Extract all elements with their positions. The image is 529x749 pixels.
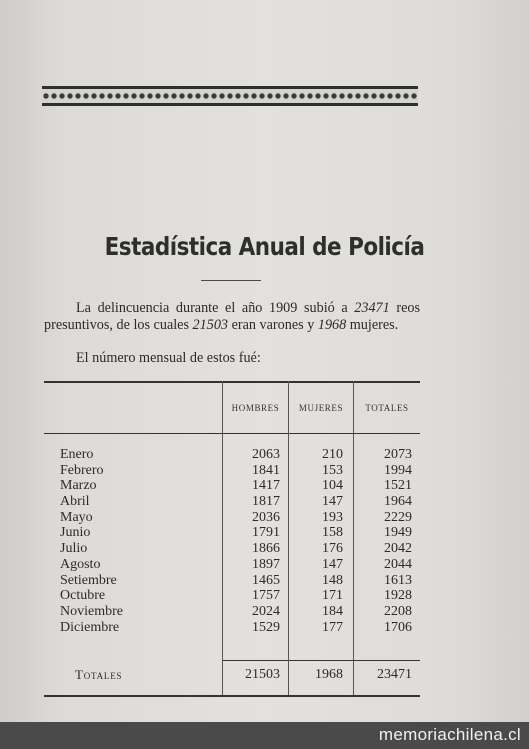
men-cell: 1791 (252, 525, 280, 541)
totals-men: 21503 (245, 667, 280, 682)
women-cell: 148 (322, 572, 343, 588)
month-cell: Enero (60, 447, 94, 462)
table-rows (44, 447, 420, 635)
intro-women: 1968 (317, 317, 347, 333)
month-cell: Febrero (60, 462, 104, 478)
column-header-totals: TOTALES (365, 403, 409, 413)
women-cell: 147 (322, 494, 343, 510)
month-cell: Octubre (60, 588, 106, 604)
table-row (44, 557, 420, 573)
table-row (44, 510, 420, 526)
table-row (44, 541, 420, 557)
month-cell: Mayo (60, 509, 93, 525)
intro-text-3: eran varones y (228, 317, 318, 333)
total-cell: 1949 (384, 525, 412, 541)
table-row (44, 620, 420, 636)
month-cell: Diciembre (60, 619, 120, 635)
table-header-rule (44, 433, 420, 434)
month-cell: Setiembre (60, 572, 117, 588)
women-cell: 193 (322, 509, 343, 525)
monthly-statistics-table (44, 381, 420, 699)
total-cell: 1613 (384, 572, 412, 588)
monthly-intro-paragraph: El número mensual de estos fué: (76, 350, 261, 366)
month-cell: Junio (60, 525, 91, 541)
men-cell: 1841 (252, 462, 280, 478)
table-row (44, 463, 420, 479)
men-cell: 1866 (252, 541, 280, 557)
total-cell: 2208 (384, 603, 412, 619)
table-row (44, 525, 420, 541)
women-cell: 176 (322, 541, 343, 557)
intro-text-2: reos presuntivos, de los cuales (44, 300, 420, 333)
men-cell: 1757 (252, 588, 280, 604)
intro-men: 21503 (192, 317, 229, 333)
month-cell: Agosto (60, 556, 101, 572)
decorative-border-band (42, 86, 418, 106)
women-cell: 210 (322, 447, 343, 462)
women-cell: 153 (322, 462, 343, 478)
men-cell: 2024 (252, 603, 280, 619)
title-divider (201, 280, 261, 281)
intro-text-4: mujeres. (346, 317, 399, 333)
men-cell: 1465 (252, 572, 280, 588)
men-cell: 2036 (252, 509, 280, 525)
table-row (44, 588, 420, 604)
table-row (44, 494, 420, 510)
table-row (44, 573, 420, 589)
women-cell: 147 (322, 556, 343, 572)
month-cell: Marzo (60, 478, 97, 494)
women-cell: 171 (322, 588, 343, 604)
table-bottom-rule (44, 695, 420, 697)
page-title: Estadística Anual de Policía (104, 232, 425, 261)
month-cell: Julio (60, 541, 88, 557)
table-row (44, 478, 420, 494)
men-cell: 1897 (252, 556, 280, 572)
men-cell: 1817 (252, 494, 280, 510)
table-row (44, 604, 420, 620)
men-cell: 1529 (252, 619, 280, 635)
intro-paragraph (44, 300, 420, 334)
total-cell: 1928 (384, 588, 412, 604)
intro-text-1: La delincuencia durante el año 1909 subió a (76, 300, 355, 316)
totals-label: Totales (75, 667, 123, 682)
total-cell: 1706 (384, 619, 412, 635)
total-cell: 1994 (384, 462, 412, 478)
bottom-bar (0, 722, 529, 749)
total-cell: 2073 (384, 447, 412, 462)
column-header-men: HOMBRES (231, 403, 280, 413)
women-cell: 184 (322, 603, 343, 619)
total-cell: 1521 (384, 478, 412, 494)
totals-women: 1968 (315, 667, 343, 682)
total-cell: 2229 (384, 509, 412, 525)
men-cell: 1417 (252, 478, 280, 494)
table-top-rule (44, 381, 420, 383)
month-cell: Noviembre (60, 603, 123, 619)
total-cell: 2042 (384, 541, 412, 557)
table-row (44, 447, 420, 463)
women-cell: 158 (322, 525, 343, 541)
total-cell: 1964 (384, 494, 412, 510)
women-cell: 177 (322, 619, 343, 635)
totals-total: 23471 (377, 667, 412, 682)
table-totals-rule (222, 660, 420, 661)
intro-total: 23471 (354, 300, 390, 316)
column-header-women: MUJERES (298, 403, 344, 413)
total-cell: 2044 (384, 556, 412, 572)
women-cell: 104 (322, 478, 343, 494)
watermark: memoriachilena.cl (378, 725, 521, 744)
men-cell: 2063 (252, 447, 280, 462)
month-cell: Abril (60, 494, 90, 510)
